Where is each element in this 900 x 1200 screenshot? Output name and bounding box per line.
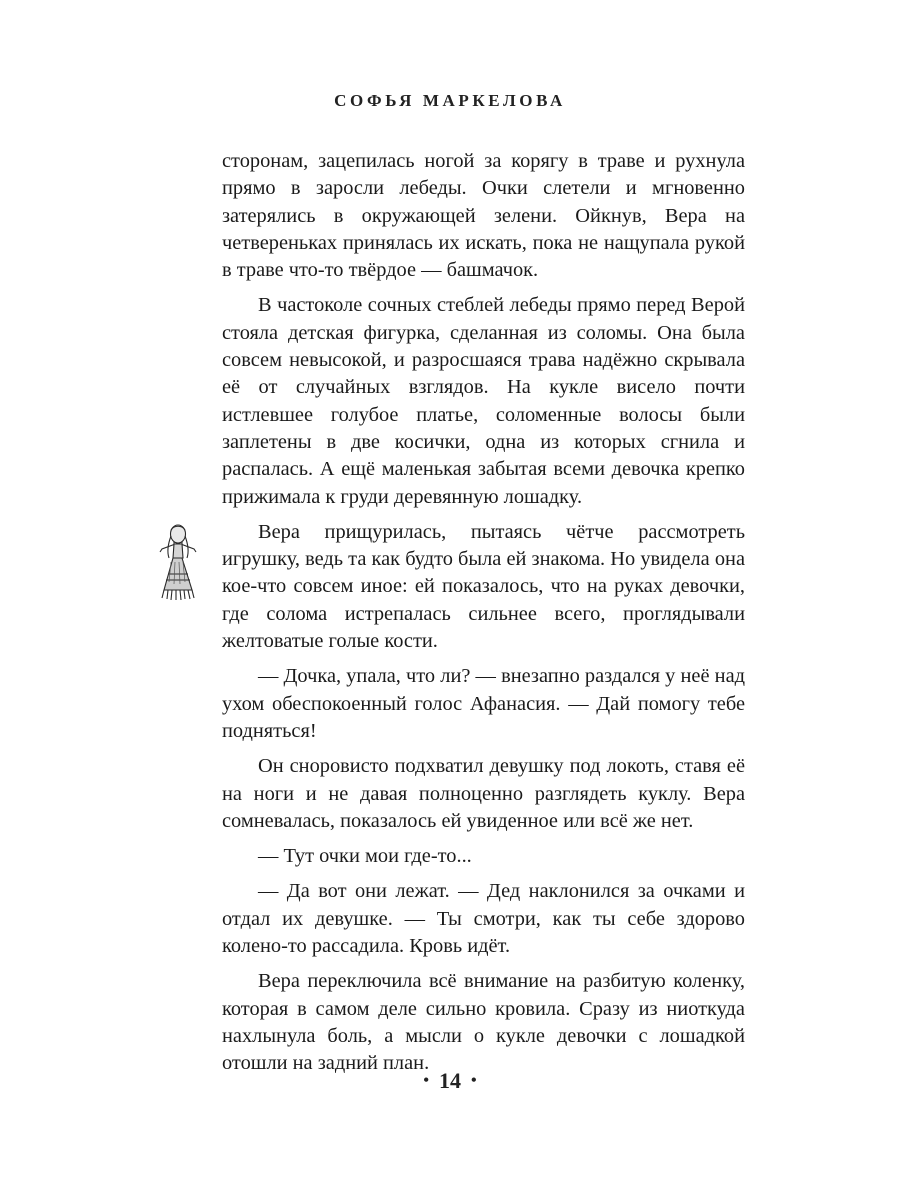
folio-dot-right: • xyxy=(471,1072,477,1089)
paragraph-2: В частоколе сочных стеблей лебеды прямо перед Верой стояла детская фигурка, сделанная из соломы. Она была совсем невысокой, и разросшаяся трава надёжно скрывала её от случайных взглядов. На кукле висело почти истлевшее голубое платье, соломенные волосы были заплетены в две косички, одна из которых сгнила и распалась. А ещё маленькая забытая всеми девочка крепко прижимала к груди деревянную лошадку. xyxy=(222,294,745,508)
paragraph-6: — Тут очки мои где-то... xyxy=(258,845,472,868)
running-head-author: СОФЬЯ МАРКЕЛОВА xyxy=(334,91,566,110)
body-text xyxy=(222,148,745,1078)
paragraph-7: — Да вот они лежат. — Дед наклонился за очками и отдал их девушке. — Ты смотри, как ты себе здорово колено-то рассадила. Кровь идёт. xyxy=(222,880,745,958)
paragraph-3: Вера прищурилась, пытаясь чётче рассмотреть игрушку, ведь та как будто была ей знакома. Но увидела она кое-что совсем иное: ей показалось, что на руках девочки, где солома истрепалась сильнее всего, проглядывали желтоватые голые кости. xyxy=(222,520,745,653)
folio-dot-left: • xyxy=(423,1072,429,1089)
page-number xyxy=(0,1068,900,1094)
page-number-value: 14 xyxy=(439,1068,461,1093)
paragraph-4: — Дочка, упала, что ли? — внезапно раздался у неё над ухом обеспокоенный голос Афанасия. — Дай помогу тебе подняться! xyxy=(222,665,745,742)
paragraph-8: Вера переключила всё внимание на разбитую коленку, которая в самом деле сильно кровила. Сразу из ниоткуда нахлынула боль, а мысли о кукле девочки с лошадкой отошли на задний план. xyxy=(222,970,745,1075)
paragraph-1: сторонам, зацепилась ногой за корягу в траве и рухнула прямо в заросли лебеды. Очки слетели и мгновенно затерялись в окружающей зелени. Ойкнув, Вера на четвереньках принялась их искать, пока не нащупала рукой в траве что-то твёрдое — башмачок. xyxy=(222,150,745,282)
straw-doll-icon xyxy=(150,522,206,604)
paragraph-5: Он сноровисто подхватил девушку под локоть, ставя её на ноги и не давая полноценно разглядеть куклу. Вера сомневалась, показалось ей увиденное или всё же нет. xyxy=(222,755,745,832)
